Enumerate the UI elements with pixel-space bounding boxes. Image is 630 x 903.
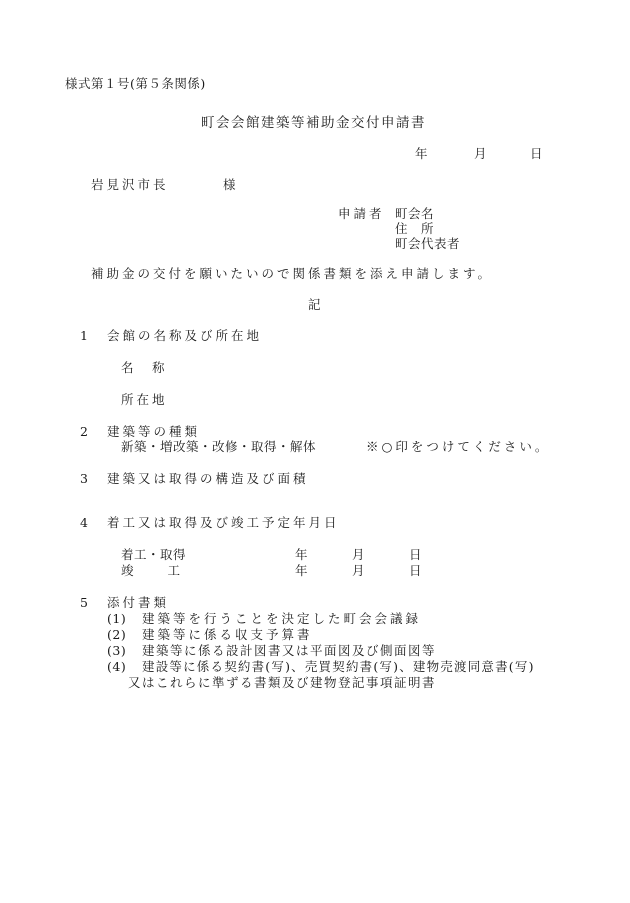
item-number: 5 [80, 595, 89, 610]
start-year-label: 年 [295, 547, 309, 562]
doc-number: (3) [107, 643, 127, 658]
item-label: 建築等の種類 [107, 424, 201, 439]
applicant-org-name-label: 町会名 [395, 206, 435, 221]
completion-day-label: 日 [409, 563, 423, 578]
page-title: 町会会館建築等補助金交付申請書 [201, 115, 426, 131]
completion-date-label: 竣 工 [121, 563, 184, 578]
location-field-label: 所在地 [121, 392, 168, 407]
completion-month-label: 月 [352, 563, 366, 578]
item-label: 会館の名称及び所在地 [107, 328, 263, 343]
construction-type-options: 新築・増改築・改修・取得・解体 [121, 439, 317, 454]
item-label: 着工又は取得及び竣工予定年月日 [107, 515, 340, 530]
item-number: 3 [80, 471, 89, 486]
item-label: 建築又は取得の構造及び面積 [107, 471, 309, 486]
doc-number: (2) [107, 627, 127, 642]
start-date-label: 着工・取得 [121, 547, 187, 562]
item-number: 2 [80, 424, 89, 439]
applicant-address-label: 住 所 [395, 221, 435, 236]
start-day-label: 日 [409, 547, 423, 562]
completion-year-label: 年 [295, 563, 309, 578]
applicant-label: 申請者 [338, 206, 385, 221]
date-day-label: 日 [530, 146, 544, 161]
form-label: 様式第１号(第５条関係) [65, 76, 206, 91]
applicant-representative-label: 町会代表者 [395, 236, 461, 251]
item-number: 1 [80, 328, 89, 343]
request-text: 補助金の交付を願いたいので関係書類を添え申請します。 [91, 266, 494, 281]
doc-text: 建設等に係る契約書(写)、売買契約書(写)、建物売渡同意書(写) [142, 659, 535, 674]
name-field-label: 名 称 [121, 360, 168, 375]
doc-number: (4) [107, 659, 127, 674]
doc-text-continuation: 又はこれらに準ずる書類及び建物登記事項証明書 [128, 675, 437, 690]
circle-instruction-note: ※○印をつけてください。 [366, 439, 551, 454]
date-year-label: 年 [415, 146, 429, 161]
doc-text: 建築等に係る設計図書又は平面図及び側面図等 [142, 643, 437, 658]
doc-number: (1) [107, 611, 127, 626]
addressee-name: 岩見沢市長 [91, 177, 169, 192]
doc-text: 建築等を行うことを決定した町会会議録 [142, 611, 422, 626]
date-month-label: 月 [474, 146, 488, 161]
start-month-label: 月 [352, 547, 366, 562]
item-label: 添付書類 [107, 595, 170, 610]
doc-text: 建築等に係る収支予算書 [142, 627, 313, 642]
ki-heading: 記 [308, 297, 322, 312]
item-number: 4 [80, 515, 89, 530]
addressee-honorific: 様 [223, 177, 237, 192]
